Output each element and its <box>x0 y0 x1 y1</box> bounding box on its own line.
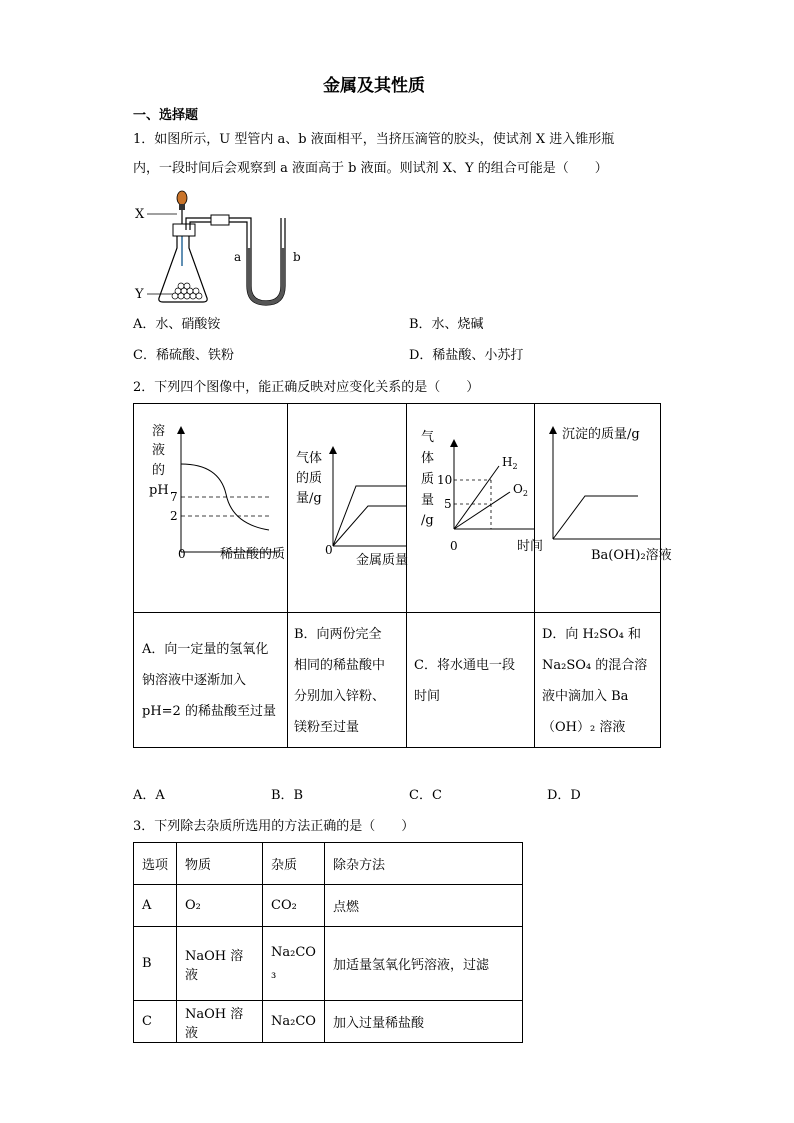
q2-graph-table <box>133 403 672 748</box>
q3-table <box>133 842 523 1043</box>
graph-d-xlabel: Ba(OH)₂溶液 <box>591 548 672 563</box>
th-substance: 物质 <box>177 843 263 885</box>
q2-desc-d: D．向 H₂SO₄ 和 Na₂SO₄ 的混合溶 液中滴加入 Ba （OH）₂ 溶液 <box>542 627 648 735</box>
label-b: b <box>293 250 301 264</box>
graph-c <box>407 404 544 612</box>
graph-c-o2-label: $O_2$ <box>513 482 528 498</box>
table-row: C NaOH 溶液 Na₂CO 加入过量稀盐酸 <box>134 1001 523 1043</box>
graph-b <box>288 404 409 612</box>
graph-b-ylabel-2: 的质 <box>296 471 323 486</box>
page-title: 金属及其性质 <box>323 76 425 96</box>
graph-c-ylabel-3: 质 <box>421 472 435 487</box>
label-x: X <box>135 207 145 222</box>
graph-a-ylabel-4: pH <box>149 483 169 498</box>
graph-c-origin: 0 <box>450 539 458 553</box>
graph-a-xlabel: 稀盐酸的质 <box>220 547 286 562</box>
graph-a-tick-7: 7 <box>170 490 178 504</box>
q1-option-b: B．水、烧碱 <box>409 317 484 332</box>
graph-c-tick-5: 5 <box>444 497 452 511</box>
graph-a-ylabel-1: 溶 <box>152 424 166 439</box>
q2-answer-a: A．A <box>133 788 165 803</box>
q3-stem: 3．下列除去杂质所选用的方法正确的是（ ） <box>133 819 415 834</box>
graph-a-origin: 0 <box>178 547 186 561</box>
u-tube-liquid <box>247 248 285 305</box>
th-option: 选项 <box>134 843 177 885</box>
graph-a-tick-2: 2 <box>170 509 178 523</box>
table-row: B NaOH 溶液 Na₂CO₃ 加适量氢氧化钙溶液，过滤 <box>134 927 523 1001</box>
graph-b-xlabel: 金属质量 <box>356 553 409 568</box>
graph-b-ylabel-1: 气体 <box>296 451 323 466</box>
table-header-row <box>134 843 523 885</box>
graph-c-ylabel-2: 体 <box>421 451 435 466</box>
q1-option-d: D．稀盐酸、小苏打 <box>409 348 524 363</box>
q2-answer-c: C．C <box>409 788 442 803</box>
graph-b-ylabel-3: 量/g <box>296 491 322 506</box>
graph-c-ylabel-5: /g <box>421 513 434 528</box>
graph-c-ylabel-1: 气 <box>421 430 435 445</box>
q1-stem-line1: 1．如图所示，U 型管内 a、b 液面相平，当挤压滴管的胶头，使试剂 X 进入锥形瓶 <box>133 132 615 147</box>
label-y: Y <box>135 287 144 302</box>
graph-c-tick-10: 10 <box>437 473 453 487</box>
graph-b-line-1 <box>333 486 406 546</box>
graph-c-ylabel-4: 量 <box>421 493 435 508</box>
graph-c-h2-label: $H_2$ <box>502 455 518 471</box>
graph-a <box>134 404 287 612</box>
section-heading: 一、选择题 <box>133 108 199 123</box>
graph-b-origin: 0 <box>325 543 333 557</box>
q2-stem: 2．下列四个图像中，能正确反映对应变化关系的是（ ） <box>133 380 480 395</box>
graph-a-ylabel-3: 的 <box>152 463 166 478</box>
dropper-collar <box>179 204 185 210</box>
q1-stem-line2: 内，一段时间后会观察到 a 液面高于 b 液面。则试剂 X、Y 的组合可能是（ ） <box>133 161 608 176</box>
q2-desc-c: C．将水通电一段 时间 <box>414 658 515 704</box>
q2-desc-a: A．向一定量的氢氧化 钠溶液中逐渐加入 pH=2 的稀盐酸至过量 <box>142 642 276 719</box>
graph-c-h2-line <box>454 466 499 529</box>
table-row: A O₂ CO₂ 点燃 <box>134 885 523 927</box>
graph-a-ylabel-2: 液 <box>152 443 166 458</box>
q1-apparatus-figure <box>133 186 313 311</box>
q1-option-a: A．水、硝酸铵 <box>133 317 221 332</box>
solid-y-particles <box>172 283 202 299</box>
graph-b-line-2 <box>333 506 406 546</box>
q2-desc-b: B．向两份完全 相同的稀盐酸中 分别加入锌粉、 镁粉至过量 <box>294 627 386 735</box>
label-a: a <box>234 250 242 264</box>
graph-c-xlabel: 时间 <box>517 539 544 554</box>
q2-answer-d: D．D <box>547 788 581 803</box>
th-impurity: 杂质 <box>263 843 325 885</box>
graph-d-line <box>553 496 638 539</box>
dropper-bulb <box>177 191 187 205</box>
q1-option-c: C．稀硫酸、铁粉 <box>133 348 234 363</box>
rubber-connector <box>211 215 229 225</box>
graph-d-ylabel: 沉淀的质量/g <box>562 427 640 442</box>
th-method: 除杂方法 <box>325 843 523 885</box>
stopper <box>173 224 195 236</box>
q2-answer-b: B．B <box>271 788 304 803</box>
graph-c-o2-line <box>454 492 510 529</box>
graph-d <box>535 404 672 612</box>
